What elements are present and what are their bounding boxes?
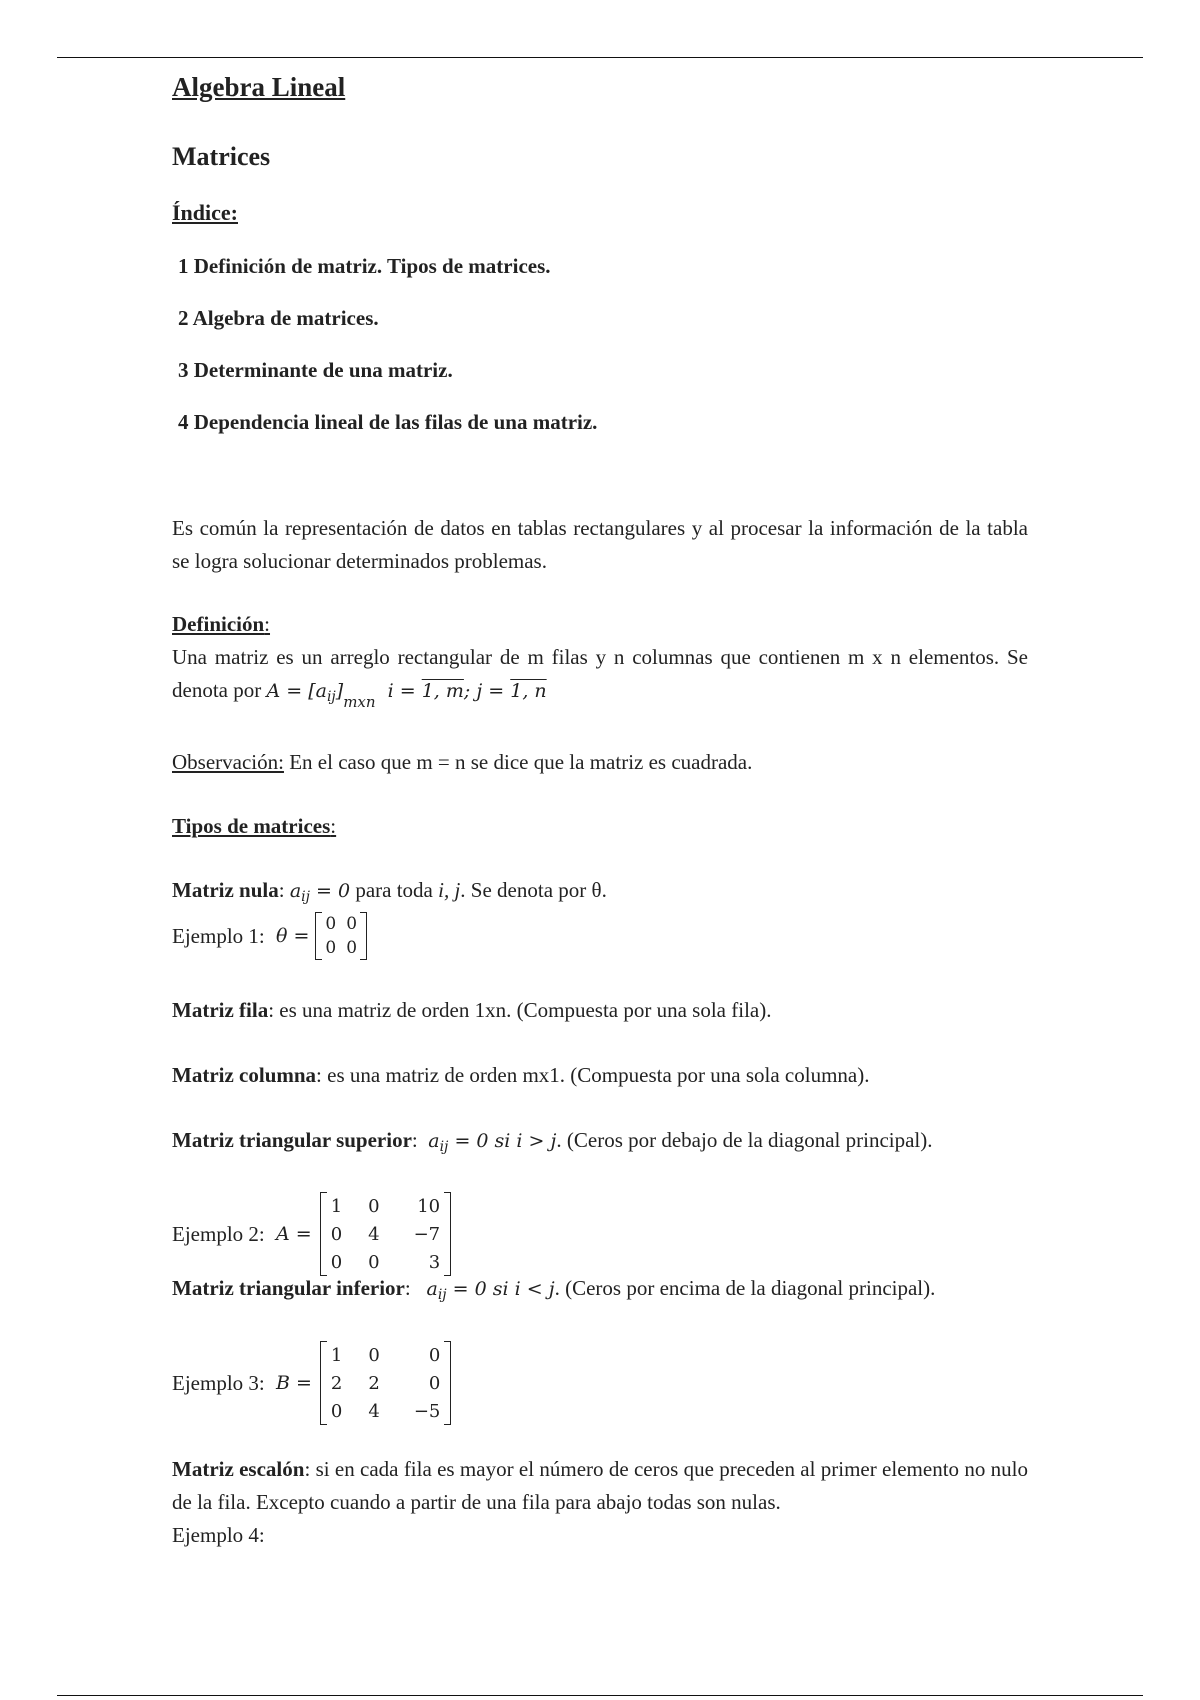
definition-formula: $A = [a_{ij}]_{mxn}$ i = 1, m; j = 1, n <box>266 680 547 711</box>
definition-text: Una matriz es un arreglo rectangular de m filas y n columnas que contienen m x n elementos. Se denota por <box>172 645 1028 702</box>
example-2: Ejemplo 2: A = 1 0 10 0 4 −7 0 0 3 <box>172 1192 451 1276</box>
toc-item-1: 1 Definición de matriz. Tipos de matrices. <box>178 254 551 278</box>
document-title: Algebra Lineal <box>172 72 346 102</box>
upper-triangular-example: 1 0 10 0 4 −7 0 0 3 <box>320 1192 451 1276</box>
lower-triangular-example: 1 0 0 2 2 0 0 4 −5 <box>320 1341 451 1425</box>
index-heading: Índice: <box>172 200 238 225</box>
observation-text: En el caso que m = n se dice que la matriz es cuadrada. <box>283 750 753 774</box>
example-1: Ejemplo 1: θ = 0 0 0 0 <box>172 912 367 960</box>
types-heading: Tipos de matrices: <box>172 814 337 838</box>
null-matrix-definition: Matriz nula: $a_{ij} = 0$ para toda i, j. Se denota por θ. <box>172 878 607 905</box>
example-4-label: Ejemplo 4: <box>172 1523 265 1547</box>
section-title: Matrices <box>172 142 271 171</box>
top-rule <box>57 57 1143 58</box>
observation <box>172 750 752 775</box>
definition-label: Definición <box>172 612 265 636</box>
definition-block: Definición: Una matriz es un arreglo rectangular de m filas y n columnas que contienen m x n elementos. Se denota por $A = [a_{ij}]_{mxn}$ i = 1, m; j = 1, n <box>172 612 1028 711</box>
null-matrix-label: Matriz nula <box>172 878 279 902</box>
toc-item-3: 3 Determinante de una matriz. <box>178 358 453 382</box>
column-matrix-definition: Matriz columna: es una matriz de orden mx1. (Compuesta por una sola columna). <box>172 1063 870 1087</box>
bottom-rule <box>57 1695 1143 1696</box>
echelon-definition: Matriz escalón: si en cada fila es mayor el número de ceros que preceden al primer elemento no nulo de la fila. Excepto cuando a partir de una fila para abajo todas son nulas. Ejemplo 4: <box>172 1457 1028 1547</box>
example-1-label: Ejemplo 1: <box>172 923 265 948</box>
observation-label: Observación: <box>172 750 284 774</box>
lower-triangular-definition: Matriz triangular inferior: $a_{ij} = 0$ si i < j. (Ceros por encima de la diagonal principal). <box>172 1276 936 1303</box>
example-3: Ejemplo 3: B = 1 0 0 2 2 0 0 4 −5 <box>172 1341 451 1425</box>
upper-triangular-definition: Matriz triangular superior: $a_{ij} = 0$ si i > j. (Ceros por debajo de la diagonal principal). <box>172 1128 933 1155</box>
intro-paragraph: Es común la representación de datos en tablas rectangulares y al procesar la información de la tabla se logra solucionar determinados problemas. <box>172 516 1028 573</box>
toc-item-2: 2 Algebra de matrices. <box>178 306 379 330</box>
toc-item-4: 4 Dependencia lineal de las filas de una matriz. <box>178 410 598 434</box>
row-matrix-definition: Matriz fila: es una matriz de orden 1xn. (Compuesta por una sola fila). <box>172 998 772 1022</box>
null-matrix-example: 0 0 0 0 <box>315 912 367 960</box>
